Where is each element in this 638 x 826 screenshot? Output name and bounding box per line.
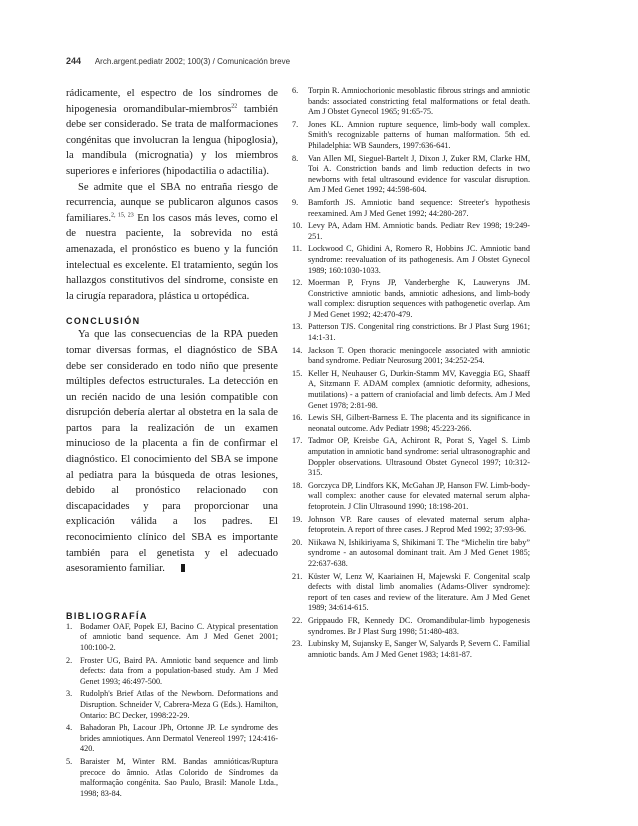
reference-text: Niikawa N, Ishikiriyama S, Shikimani T. The “Michelin tire baby” syndrome - an autosomal dominant trait. Am J Med Genet 1985; 22:637-638.	[308, 537, 530, 568]
left-column	[66, 86, 278, 801]
citation-superscript: 2, 15, 23	[111, 212, 134, 219]
reference-number: 8.	[292, 153, 299, 163]
reference-item	[66, 757, 278, 799]
reference-item	[292, 154, 530, 196]
reference-text: Grippaudo FR, Kennedy DC. Oromandibular-limb hypogenesis syndromes. Br J Plast Surg 1998; 51:480-483.	[308, 615, 530, 636]
reference-list-left	[66, 622, 278, 800]
reference-number: 1.	[66, 621, 73, 631]
reference-item	[66, 689, 278, 721]
reference-number: 15.	[292, 368, 303, 378]
reference-number: 9.	[292, 197, 299, 207]
reference-text: Lubinsky M, Sujansky E, Sanger W, Salyards P, Severn C. Familial amniotic bands. Am J Med Genet 1983; 14:81-87.	[308, 639, 530, 659]
reference-text: Van Allen MI, Sieguel-Bartelt J, Dixon J, Zuker RM, Clarke HM, Toi A. Constriction bands and limb reduction defects in two newborns with fetal ultrasound evidence for vascular disruption. Am J Med Genet 1992; 44:598-604.	[308, 153, 530, 195]
reference-number: 3.	[66, 689, 73, 699]
reference-item	[292, 198, 530, 219]
reference-number: 17.	[292, 436, 303, 446]
reference-text: Rudolph's Brief Atlas of the Newborn. Deformations and Disruption. Schneider V, Cabrera-Meza G (Eds.). Hamilton, Ontario: BC Decker, 1998:22-29.	[80, 689, 278, 720]
reference-item	[292, 481, 530, 513]
reference-item	[292, 369, 530, 411]
reference-text: Bodamer OAF, Popek EJ, Bacino C. Atypical presentation of amniotic band sequence. Am J Med Genet 2001; 100:100-2.	[80, 621, 278, 652]
reference-text: Moerman P, Fryns JP, Vanderberghe K, Lauweryns JM. Constrictive amniotic bands, amniotic adhesions, and limb-body wall complex: disruption sequences with pathogenetic overlap. Am J Med Genet 1992; 42:470-479.	[308, 278, 530, 319]
reference-list-right	[292, 86, 530, 660]
reference-text: Küster W, Lenz W, Kaariainen H, Majewski F. Congenital scalp defects with distal limb anomalies (Adams-Oliver syndrome): report of ten cases and review of the literature. Am J Med Genet 1989; 34:614-615.	[308, 571, 530, 613]
reference-number: 13.	[292, 322, 303, 332]
reference-text: Bamforth JS. Amniotic band sequence: Streeter's hypothesis reexamined. Am J Med Genet 1992; 44:280-287.	[308, 197, 530, 218]
bibliography-heading: BIBLIOGRAFÍA	[66, 610, 148, 621]
paragraph-text: Se admite que el SBA no entraña riesgo de recurrencia, aunque se publicaron algunos casos familiares.	[66, 181, 278, 224]
reference-number: 16.	[292, 413, 303, 423]
conclusion-paragraph	[66, 327, 278, 577]
reference-text: Lewis SH, Gilbert-Barness E. The placenta and its significance in neonatal outcome. Adv Pediatr 1998; 45:223-266.	[308, 413, 530, 433]
conclusion-heading: CONCLUSIÓN	[66, 316, 141, 327]
reference-item	[66, 723, 278, 755]
reference-item	[292, 322, 530, 343]
reference-text: Baraister M, Winter RM. Bandas amnióticas/Ruptura precoce do âmnio. Atlas Colorido de Síndromes da malformação congénita. Sao Paulo, Brasil: Manole Ltda., 1998; 83-84.	[80, 756, 278, 798]
reference-item	[292, 278, 530, 320]
reference-text: Tadmor OP, Kreisbe GA, Achiront R, Porat S, Yagel S. Limb amputation in amniotic band syndrome: serial ultrasonographic and Doppler observations. Ultrasound Obstet Gynecol 1997; 10:312-315.	[308, 436, 530, 478]
reference-item	[292, 244, 530, 276]
reference-number: 12.	[292, 278, 303, 288]
reference-item	[292, 86, 530, 118]
paragraph-intro	[66, 86, 278, 180]
reference-text: Gorczyca DP, Lindfors KK, McGahan JP, Hanson FW. Limb-body-wall complex: another cause for elevated maternal serum alpha-fetoprotein. J Clin Ultrasound 1990; 18:198-201.	[308, 480, 530, 511]
reference-number: 22.	[292, 615, 303, 625]
right-column	[292, 86, 530, 662]
running-header	[66, 56, 576, 70]
reference-number: 19.	[292, 514, 303, 524]
reference-number: 4.	[66, 723, 73, 733]
reference-text: Bahadoran Ph, Lacour JPh, Ortonne JP. Le syndrome des brides amniotiques. Ann Dermatol Venereol 1997; 124:416-420.	[80, 723, 278, 754]
reference-number: 10.	[292, 221, 303, 231]
reference-item	[292, 413, 530, 434]
end-of-article-mark	[181, 564, 185, 572]
paragraph-text: En los casos más leves, como el de nuestra paciente, la sobrevida no está amenazada, el pronóstico es bueno y la función intelectual es excelente. El tratamiento, según los hallazgos constitutivos del síndrome, consiste en la cirugía reparadora, plástica u ortopédica.	[66, 212, 279, 302]
reference-item	[66, 656, 278, 688]
reference-text: Levy PA, Adam HM. Amniotic bands. Pediatr Rev 1998; 19:249-251.	[308, 221, 530, 241]
reference-text: Jackson T. Open thoracic meningocele associated with amniotic band syndrome. Pediatr Neurosurg 2001; 34:252-254.	[308, 345, 530, 366]
reference-number: 11.	[292, 244, 302, 254]
reference-number: 23.	[292, 639, 303, 649]
paragraph-prognosis	[66, 180, 278, 305]
reference-text: Keller H, Neuhauser G, Durkin-Stamm MV, Kaveggia EG, Shaaff A, Sitzmann F. ADAM complex (amniotic deformity, adhesions, mutilations) - a pattern of craniofacial and limb defects. Am J Med Genet 1978; 2:81-98.	[308, 368, 530, 410]
reference-text: Patterson TJS. Congenital ring constrictions. Br J Plast Surg 1961; 14:1-31.	[308, 322, 530, 343]
reference-item	[292, 639, 530, 660]
reference-item	[292, 572, 530, 614]
reference-number: 18.	[292, 480, 303, 490]
reference-text: Jones KL. Amnion rupture sequence, limb-body wall complex. Smith's recognizable patterns of human malformation. 5th ed. Philadelphia: WB Saunders, 1997:636-641.	[308, 119, 530, 150]
reference-item	[292, 436, 530, 478]
reference-text: Johnson VP. Rare causes of elevated maternal serum alpha-fetoprotein. A report of three cases. J Reprod Med 1992; 37:93-96.	[308, 514, 530, 535]
reference-item	[292, 221, 530, 242]
reference-number: 20.	[292, 537, 303, 547]
paragraph-text: también debe ser considerado. Se trata de malformaciones congénitas que involucran la lengua (hipoglosia), la mandíbula (micrognatia) y los miembros superiores e inferiores (hipodactilia o adactilia).	[66, 103, 278, 177]
reference-text: Lockwood C, Ghidini A, Romero R, Hobbins JC. Amniotic band syndrome: reevaluation of its pathogenesis. Am J Obstet Gynecol 1989; 160:1030-1033.	[308, 244, 530, 275]
page-number: 244	[66, 56, 82, 66]
conclusion-text: Ya que las consecuencias de la RPA pueden tomar diversas formas, el diagnóstico de SBA debe ser considerado en todo niño que presente múltiples defectos estructurales. La detección en un recién nacido de una lesión compatible con disrupción debería alertar al obstetra en la sala de partos para la realización de un examen minucioso de la placenta a fin de confirmar el diagnóstico. El conocimiento del SBA se impone al pediatra para la búsqueda de otras lesiones, debido al pronóstico relacionado con discapacidades y para proporcionar una explicación válida a los padres. El reconocimiento clínico del SBA es importante también para el genetista y el adecuado asesoramiento familiar.	[66, 329, 278, 575]
reference-item	[292, 346, 530, 367]
paragraph-text: rádicamente, el espectro de los síndromes de hipogenesia oromandibular-miembros	[66, 88, 278, 115]
reference-item	[292, 515, 530, 536]
reference-item	[66, 622, 278, 654]
citation-superscript: 22	[231, 103, 238, 110]
reference-number: 14.	[292, 345, 303, 355]
reference-item	[292, 120, 530, 152]
reference-item	[292, 538, 530, 570]
running-title: Arch.argent.pediatr 2002; 100(3) / Comunicación breve	[94, 57, 291, 66]
reference-item	[292, 616, 530, 637]
reference-number: 5.	[66, 756, 73, 766]
reference-number: 7.	[292, 119, 299, 129]
reference-number: 6.	[292, 86, 299, 95]
reference-text: Torpin R. Amniochorionic mesoblastic fibrous strings and amniotic bands: associated constricting fetal malformations or fetal death. Am J Obstet Gynecol 1965; 91:65-75.	[308, 86, 530, 117]
reference-text: Froster UG, Baird PA. Amniotic band sequence and limb defects: data from a population-based study. Am J Med Genet 1993; 46:497-500.	[80, 655, 278, 686]
reference-number: 2.	[66, 655, 73, 665]
reference-number: 21.	[292, 571, 303, 581]
